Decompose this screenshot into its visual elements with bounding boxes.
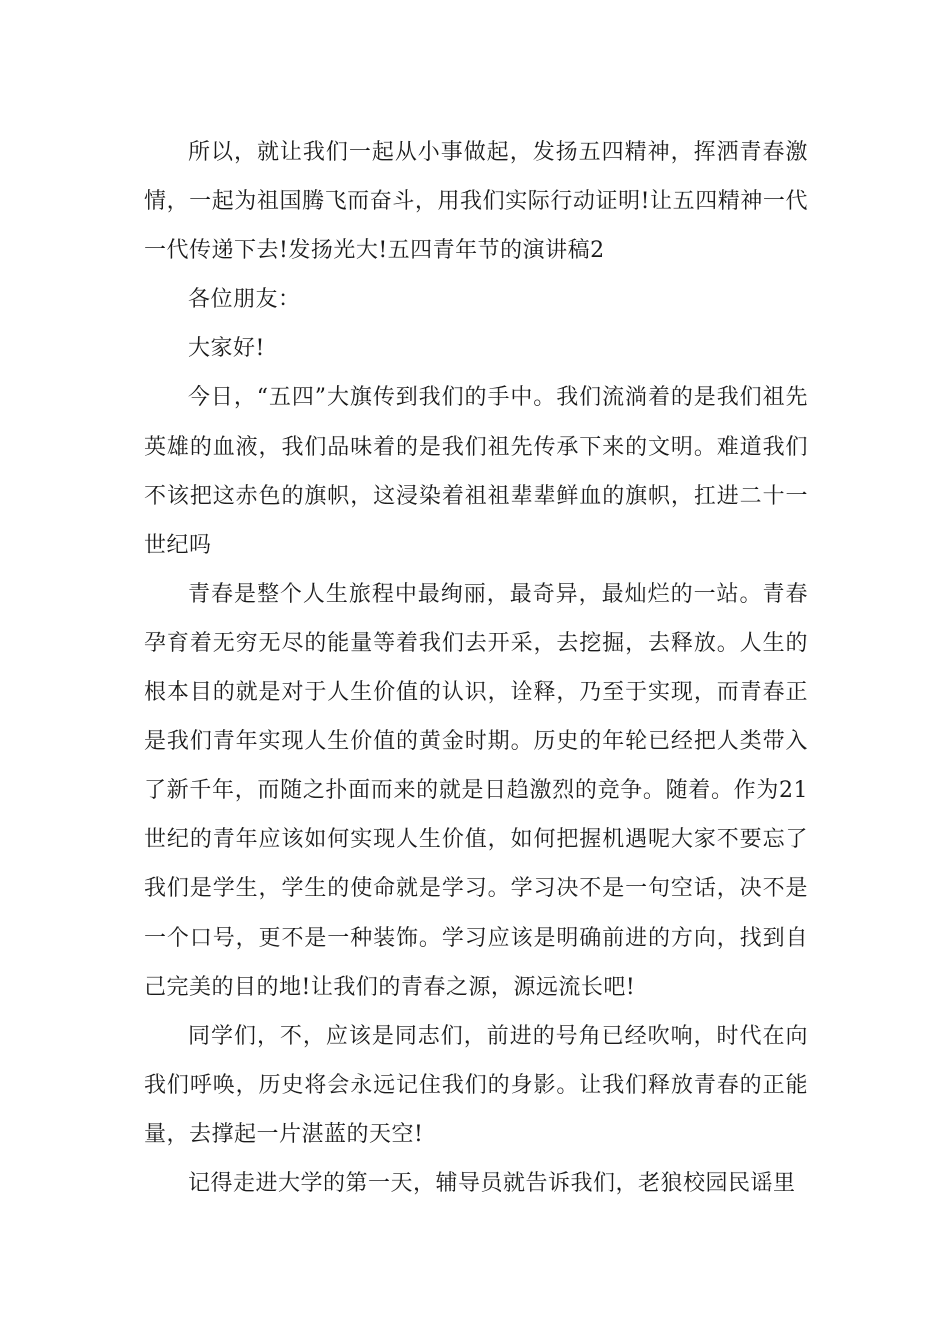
paragraph-classmates: 同学们，不，应该是同志们，前进的号角已经吹响，时代在向我们呼唤，历史将会永远记住我们的身影。让我们释放青春的正能量，去撑起一片湛蓝的天空! bbox=[144, 1023, 808, 1147]
document-body bbox=[144, 128, 808, 1208]
paragraph-greeting: 大家好! bbox=[188, 336, 265, 362]
paragraph-closing: 所以，就让我们一起从小事做起，发扬五四精神，挥洒青春激情，一起为祖国腾飞而奋斗，用我们实际行动证明!让五四精神一代一代传递下去!发扬光大!五四青年节的演讲稿2 bbox=[144, 140, 808, 264]
paragraph-first-day: 记得走进大学的第一天，辅导员就告诉我们，老狼校园民谣里 bbox=[188, 1170, 796, 1196]
paragraph-youth: 青春是整个人生旅程中最绚丽，最奇异，最灿烂的一站。青春孕育着无穷无尽的能量等着我们去开采，去挖掘，去释放。人生的根本目的就是对于人生价值的认识，诠释，乃至于实现，而青春正是我们青年实现人生价值的黄金时期。历史的年轮已经把人类带入了新千年，而随之扑面而来的就是日趋激烈的竞争。随着。作为21世纪的青年应该如何实现人生价值，如何把握机遇呢大家不要忘了我们是学生，学生的使命就是学习。学习决不是一句空话，决不是一个口号，更不是一种装饰。学习应该是明确前进的方向，找到自己完美的目的地!让我们的青春之源，源远流长吧! bbox=[144, 581, 808, 1000]
paragraph-salutation: 各位朋友： bbox=[188, 287, 301, 313]
paragraph-may-fourth-flag: 今日，“五四”大旗传到我们的手中。我们流淌着的是我们祖先英雄的血液，我们品味着的是我们祖先传承下来的文明。难道我们不该把这赤色的旗帜，这浸染着祖祖辈辈鲜血的旗帜，扛进二十一世纪吗 bbox=[144, 385, 808, 558]
